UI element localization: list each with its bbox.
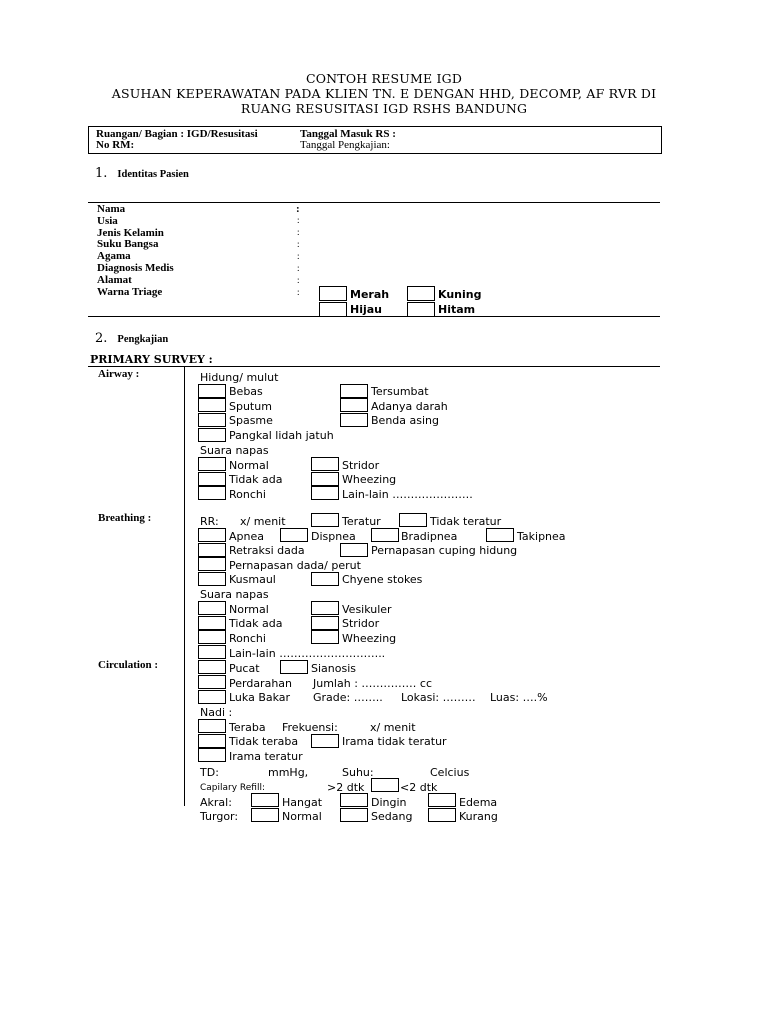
circulation-mmhg-label: mmHg,: [268, 766, 309, 779]
field-nama: Nama: [97, 203, 126, 215]
circulation-irama-teratur-label: Irama teratur: [229, 750, 303, 763]
breathing-tidak-ada-label: Tidak ada: [229, 617, 283, 630]
breathing-bradipnea-label: Bradipnea: [401, 530, 458, 543]
airway-hidung-label: Hidung/ mulut: [200, 371, 279, 384]
circulation-luas-label[interactable]: Luas: ….%: [490, 691, 548, 704]
breathing-vesikuler-checkbox[interactable]: [311, 601, 339, 615]
airway-bebas-label: Bebas: [229, 385, 263, 398]
triage-kuning-checkbox[interactable]: [407, 286, 435, 301]
doc-title-line3: RUANG RESUSITASI IGD RSHS BANDUNG: [240, 101, 528, 116]
circulation-irama-tidak-checkbox[interactable]: [311, 734, 339, 748]
circulation-frekuensi-label[interactable]: Frekuensi:: [282, 721, 338, 734]
circulation-perdarahan-checkbox[interactable]: [198, 675, 226, 689]
airway-benda-label: Benda asing: [371, 414, 439, 427]
breathing-vesikuler-label: Vesikuler: [342, 603, 392, 616]
circulation-grade-label[interactable]: Grade: ……..: [313, 691, 383, 704]
circulation-edema-checkbox[interactable]: [428, 793, 456, 807]
breathing-cuping-label: Pernapasan cuping hidung: [371, 544, 518, 557]
circulation-teraba-label: Teraba: [229, 721, 266, 734]
breathing-normal-label: Normal: [229, 603, 269, 616]
breathing-dispnea-label: Dispnea: [311, 530, 356, 543]
circulation-turgor-normal-checkbox[interactable]: [251, 808, 279, 822]
circulation-irama-tidak-label: Irama tidak teratur: [342, 735, 447, 748]
section2-title: Pengkajian: [117, 334, 169, 345]
field-suku-bangsa: Suku Bangsa: [97, 238, 159, 250]
section2-heading: [95, 329, 168, 347]
airway-tersumbat-checkbox[interactable]: [340, 384, 368, 398]
circulation-sedang-checkbox[interactable]: [340, 808, 368, 822]
label-column-divider: [184, 366, 185, 806]
airway-normal-checkbox[interactable]: [198, 457, 226, 471]
breathing-dada-perut-label: Pernapasan dada/ perut: [229, 559, 361, 572]
colon-alamat: :: [297, 275, 300, 285]
colon-diagnosis: :: [297, 263, 300, 273]
triage-kuning-label: Kuning: [438, 288, 482, 301]
circulation-td-label[interactable]: TD:: [200, 766, 219, 779]
section1-heading: [95, 164, 189, 182]
airway-wheezing-checkbox[interactable]: [311, 472, 339, 486]
breathing-ronchi-checkbox[interactable]: [198, 630, 226, 644]
breathing-teratur-checkbox[interactable]: [311, 513, 339, 527]
breathing-xmenit-label: x/ menit: [240, 515, 286, 528]
circulation-lokasi-label[interactable]: Lokasi: ………: [401, 691, 476, 704]
circulation-suhu-label[interactable]: Suhu:: [342, 766, 374, 779]
airway-darah-checkbox[interactable]: [340, 398, 368, 412]
breathing-kusmaul-checkbox[interactable]: [198, 572, 226, 586]
circulation-capilary-label: Capilary Refill:: [200, 783, 266, 793]
colon-triage: :: [297, 287, 300, 297]
section1-number: 1.: [95, 166, 108, 181]
breathing-chyene-label: Chyene stokes: [342, 573, 423, 586]
airway-ronchi-checkbox[interactable]: [198, 486, 226, 500]
breathing-dada-perut-checkbox[interactable]: [198, 557, 226, 571]
airway-pangkal-checkbox[interactable]: [198, 428, 226, 442]
breathing-lain-label: Lain-lain ………………………..: [229, 647, 386, 660]
circulation-luka-label: Luka Bakar: [229, 691, 291, 704]
circulation-edema-label: Edema: [459, 796, 498, 809]
doc-title-line2: ASUHAN KEPERAWATAN PADA KLIEN TN. E DENGAN HHD, DECOMP, AF RVR DI: [111, 86, 657, 101]
breathing-takipnea-checkbox[interactable]: [486, 528, 514, 542]
airway-sputum-checkbox[interactable]: [198, 398, 226, 412]
circulation-dingin-checkbox[interactable]: [340, 793, 368, 807]
triage-hijau-label: Hijau: [350, 303, 383, 316]
circulation-kurang-label: Kurang: [459, 810, 498, 823]
tanggal-pengkajian-label[interactable]: Tanggal Pengkajian:: [300, 139, 390, 151]
triage-hijau-checkbox[interactable]: [319, 302, 347, 317]
field-diagnosis: Diagnosis Medis: [97, 262, 174, 274]
airway-wheezing-label: Wheezing: [342, 473, 397, 486]
doc-title-line1: CONTOH RESUME IGD: [305, 71, 463, 86]
field-warna-triage: Warna Triage: [97, 286, 163, 298]
circulation-celcius-label: Celcius: [430, 766, 470, 779]
triage-hitam-checkbox[interactable]: [407, 302, 435, 317]
circulation-sianosis-label: Sianosis: [311, 662, 356, 675]
breathing-tidak-teratur-checkbox[interactable]: [399, 513, 427, 527]
breathing-dispnea-checkbox[interactable]: [280, 528, 308, 542]
circulation-hangat-checkbox[interactable]: [251, 793, 279, 807]
airway-tidak-ada-label: Tidak ada: [229, 473, 283, 486]
circulation-akral-label: Akral:: [200, 796, 232, 809]
circulation-gt2-label: >2 dtk: [327, 781, 365, 794]
airway-tidak-ada-checkbox[interactable]: [198, 472, 226, 486]
triage-merah-label: Merah: [350, 288, 390, 301]
breathing-retraksi-checkbox[interactable]: [198, 543, 226, 557]
airway-normal-label: Normal: [229, 459, 269, 472]
circulation-sedang-label: Sedang: [371, 810, 413, 823]
colon-suku: :: [297, 239, 300, 249]
circulation-nadi-label: Nadi :: [200, 706, 233, 719]
breathing-chyene-checkbox[interactable]: [311, 572, 339, 586]
circulation-tidak-teraba-checkbox[interactable]: [198, 734, 226, 748]
breathing-cuping-checkbox[interactable]: [340, 543, 368, 557]
colon-nama: :: [296, 203, 300, 215]
breathing-apnea-checkbox[interactable]: [198, 528, 226, 542]
breathing-wheezing-label: Wheezing: [342, 632, 397, 645]
airway-darah-label: Adanya darah: [371, 400, 448, 413]
breathing-stridor-checkbox[interactable]: [311, 616, 339, 630]
triage-hitam-label: Hitam: [438, 303, 476, 316]
colon-usia: :: [297, 215, 300, 225]
airway-bebas-checkbox[interactable]: [198, 384, 226, 398]
circulation-dingin-label: Dingin: [371, 796, 407, 809]
breathing-tidak-ada-checkbox[interactable]: [198, 616, 226, 630]
circulation-xmenit-label: x/ menit: [370, 721, 416, 734]
circulation-luka-checkbox[interactable]: [198, 690, 226, 704]
airway-lain-label: Lain-lain ………………….: [342, 488, 473, 501]
circulation-irama-teratur-checkbox[interactable]: [198, 748, 226, 762]
breathing-teratur-label: Teratur: [342, 515, 381, 528]
airway-sputum-label: Sputum: [229, 400, 272, 413]
circulation-gt2-checkbox[interactable]: [298, 778, 326, 792]
breathing-stridor-label: Stridor: [342, 617, 380, 630]
identity-bottom-rule: [88, 316, 660, 317]
circulation-jumlah-label[interactable]: Jumlah : …………… cc: [313, 677, 432, 690]
circulation-turgor-normal-label: Normal: [282, 810, 322, 823]
breathing-normal-checkbox[interactable]: [198, 601, 226, 615]
circulation-kurang-checkbox[interactable]: [428, 808, 456, 822]
colon-agama: :: [297, 251, 300, 261]
circulation-turgor-label: Turgor:: [200, 810, 239, 823]
breathing-wheezing-checkbox[interactable]: [311, 630, 339, 644]
ruangan-label: Ruangan/ Bagian : IGD/Resusitasi: [96, 128, 258, 140]
airway-spasme-label: Spasme: [229, 414, 273, 427]
airway-spasme-checkbox[interactable]: [198, 413, 226, 427]
airway-stridor-checkbox[interactable]: [311, 457, 339, 471]
airway-benda-checkbox[interactable]: [340, 413, 368, 427]
triage-merah-checkbox[interactable]: [319, 286, 347, 301]
field-alamat: Alamat: [97, 274, 132, 286]
airway-lain-checkbox[interactable]: [311, 486, 339, 500]
breathing-tidak-teratur-label: Tidak teratur: [430, 515, 502, 528]
circulation-pucat-checkbox[interactable]: [198, 660, 226, 674]
breathing-rr-label: RR:: [200, 515, 219, 528]
field-jenis-kelamin: Jenis Kelamin: [97, 227, 164, 239]
breathing-retraksi-label: Retraksi dada: [229, 544, 305, 557]
no-rm-label[interactable]: No RM:: [96, 139, 135, 151]
airway-stridor-label: Stridor: [342, 459, 380, 472]
breathing-lain-checkbox[interactable]: [198, 645, 226, 659]
circulation-teraba-checkbox[interactable]: [198, 719, 226, 733]
breathing-takipnea-label: Takipnea: [517, 530, 566, 543]
circulation-tidak-teraba-label: Tidak teraba: [229, 735, 299, 748]
circulation-sianosis-checkbox[interactable]: [280, 660, 308, 674]
breathing-suara-label: Suara napas: [200, 588, 269, 601]
identity-top-rule: [88, 202, 660, 203]
circulation-perdarahan-label: Perdarahan: [229, 677, 293, 690]
circulation-pucat-label: Pucat: [229, 662, 260, 675]
airway-pangkal-label: Pangkal lidah jatuh: [229, 429, 334, 442]
airway-label: Airway :: [98, 368, 140, 380]
airway-suara-label: Suara napas: [200, 444, 269, 457]
circulation-label: Circulation :: [98, 659, 158, 671]
breathing-apnea-label: Apnea: [229, 530, 264, 543]
breathing-ronchi-label: Ronchi: [229, 632, 266, 645]
circulation-hangat-label: Hangat: [282, 796, 323, 809]
primary-survey-rule: [88, 366, 660, 367]
tanggal-masuk-label[interactable]: Tanggal Masuk RS :: [300, 128, 396, 140]
section1-title: Identitas Pasien: [117, 169, 189, 180]
airway-tersumbat-label: Tersumbat: [371, 385, 429, 398]
circulation-lt2-checkbox[interactable]: [371, 778, 399, 792]
colon-jenis: :: [297, 227, 300, 237]
section2-number: 2.: [95, 331, 108, 346]
airway-ronchi-label: Ronchi: [229, 488, 266, 501]
circulation-lt2-label: <2 dtk: [400, 781, 438, 794]
breathing-label: Breathing :: [98, 512, 152, 524]
field-usia: Usia: [97, 215, 118, 227]
breathing-bradipnea-checkbox[interactable]: [371, 528, 399, 542]
primary-survey-heading: PRIMARY SURVEY :: [90, 353, 213, 366]
breathing-kusmaul-label: Kusmaul: [229, 573, 276, 586]
field-agama: Agama: [97, 250, 131, 262]
